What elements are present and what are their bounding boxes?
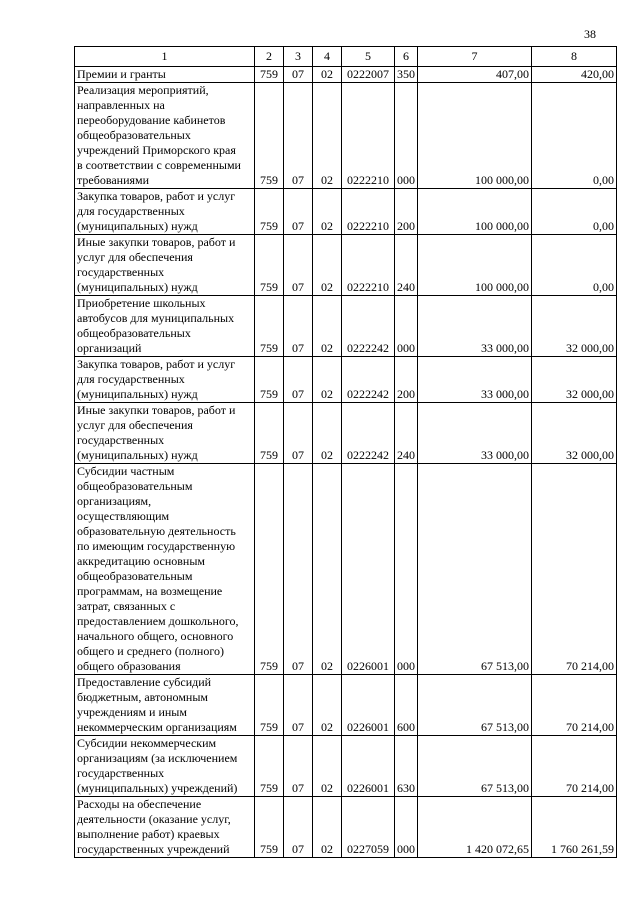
cell-col7: 1 420 072,65 [418,797,532,858]
row-name [75,403,255,464]
row-name [75,296,255,357]
cell-col6: 000 [395,797,418,858]
table-row [75,235,617,296]
cell-col7: 100 000,00 [418,83,532,189]
cell-col4: 02 [313,189,342,235]
cell-col2: 759 [255,67,284,83]
cell-col2: 759 [255,403,284,464]
cell-col7: 33 000,00 [418,357,532,403]
header-cell: 5 [342,47,395,67]
cell-col4: 02 [313,675,342,736]
table-row [75,189,617,235]
cell-col4: 02 [313,357,342,403]
cell-col5: 0222242 [342,296,395,357]
cell-col8: 70 214,00 [532,675,617,736]
cell-col5: 0222210 [342,189,395,235]
cell-col5: 0222210 [342,83,395,189]
cell-col2: 759 [255,296,284,357]
cell-col5: 0222242 [342,357,395,403]
cell-col5: 0222210 [342,235,395,296]
cell-col7: 33 000,00 [418,403,532,464]
cell-col2: 759 [255,797,284,858]
row-name-text: Премии и гранты [77,67,166,81]
row-name-text: Субсидии некоммерческим организациям (за исключением государственных (муниципальных) учреждений) [77,736,238,795]
row-name-text: Закупка товаров, работ и услуг для государственных (муниципальных) нужд [77,189,236,233]
cell-col3: 07 [284,296,313,357]
cell-col6: 630 [395,736,418,797]
cell-col6: 000 [395,296,418,357]
cell-col8: 70 214,00 [532,736,617,797]
cell-col2: 759 [255,357,284,403]
row-name [75,797,255,858]
header-cell: 2 [255,47,284,67]
cell-col7: 100 000,00 [418,235,532,296]
row-name [75,189,255,235]
cell-col3: 07 [284,675,313,736]
row-name-text: Иные закупки товаров, работ и услуг для обеспечения государственных (муниципальных) нужд [77,403,236,462]
row-name [75,67,255,83]
cell-col7: 33 000,00 [418,296,532,357]
cell-col2: 759 [255,675,284,736]
cell-col2: 759 [255,235,284,296]
row-name [75,83,255,189]
cell-col4: 02 [313,464,342,675]
table-row [75,83,617,189]
cell-col3: 07 [284,403,313,464]
row-name [75,464,255,675]
cell-col5: 0226001 [342,736,395,797]
cell-col6: 240 [395,235,418,296]
cell-col8: 0,00 [532,235,617,296]
cell-col8: 32 000,00 [532,357,617,403]
header-cell: 8 [532,47,617,67]
cell-col4: 02 [313,296,342,357]
table-row [75,67,617,83]
row-name [75,235,255,296]
cell-col8: 70 214,00 [532,464,617,675]
cell-col3: 07 [284,797,313,858]
cell-col6: 000 [395,83,418,189]
cell-col8: 420,00 [532,67,617,83]
cell-col2: 759 [255,189,284,235]
cell-col7: 67 513,00 [418,675,532,736]
cell-col4: 02 [313,67,342,83]
row-name [75,675,255,736]
cell-col6: 200 [395,357,418,403]
cell-col3: 07 [284,357,313,403]
row-name [75,357,255,403]
cell-col5: 0222007 [342,67,395,83]
cell-col4: 02 [313,83,342,189]
table-row [75,797,617,858]
cell-col3: 07 [284,464,313,675]
row-name-text: Субсидии частным общеобразовательным организациям, осуществляющим образовательную деятельность по имеющим государственную аккредитацию основным общеобразовательным программам, на возмещение затрат, связанных с предоставлением дошкольного, начального общего, основного общего и среднего (полного) общего образования [77,464,239,673]
cell-col5: 0226001 [342,675,395,736]
row-name-text: Закупка товаров, работ и услуг для государственных (муниципальных) нужд [77,357,236,401]
cell-col3: 07 [284,67,313,83]
header-cell: 7 [418,47,532,67]
cell-col4: 02 [313,797,342,858]
header-cell: 1 [75,47,255,67]
table-row [75,464,617,675]
header-cell: 6 [395,47,418,67]
cell-col5: 0222242 [342,403,395,464]
cell-col3: 07 [284,189,313,235]
budget-table [74,46,617,858]
row-name-text: Предоставление субсидий бюджетным, автономным учреждениям и иным некоммерческим организациям [77,675,237,734]
cell-col3: 07 [284,83,313,189]
row-name-text: Приобретение школьных автобусов для муниципальных общеобразовательных организаций [77,296,235,355]
cell-col6: 200 [395,189,418,235]
cell-col6: 600 [395,675,418,736]
cell-col2: 759 [255,83,284,189]
row-name-text: Реализация мероприятий, направленных на переоборудование кабинетов общеобразовательных учреждений Приморского края в соответствии с современными требованиями [77,83,241,187]
cell-col3: 07 [284,235,313,296]
cell-col8: 0,00 [532,83,617,189]
table-row [75,403,617,464]
cell-col8: 0,00 [532,189,617,235]
cell-col4: 02 [313,736,342,797]
cell-col5: 0227059 [342,797,395,858]
row-name-text: Расходы на обеспечение деятельности (оказание услуг, выполнение работ) краевых государственных учреждений [77,797,231,856]
header-cell: 3 [284,47,313,67]
cell-col5: 0226001 [342,464,395,675]
cell-col8: 32 000,00 [532,296,617,357]
header-row [75,47,617,67]
cell-col8: 32 000,00 [532,403,617,464]
cell-col6: 240 [395,403,418,464]
cell-col7: 67 513,00 [418,464,532,675]
row-name-text: Иные закупки товаров, работ и услуг для обеспечения государственных (муниципальных) нужд [77,235,236,294]
table-row [75,357,617,403]
cell-col6: 000 [395,464,418,675]
cell-col4: 02 [313,403,342,464]
cell-col2: 759 [255,464,284,675]
cell-col4: 02 [313,235,342,296]
cell-col7: 407,00 [418,67,532,83]
table-row [75,675,617,736]
cell-col7: 67 513,00 [418,736,532,797]
cell-col7: 100 000,00 [418,189,532,235]
table-row [75,296,617,357]
cell-col8: 1 760 261,59 [532,797,617,858]
cell-col6: 350 [395,67,418,83]
row-name [75,736,255,797]
header-cell: 4 [313,47,342,67]
page-number: 38 [584,27,596,41]
table-row [75,736,617,797]
cell-col3: 07 [284,736,313,797]
cell-col2: 759 [255,736,284,797]
